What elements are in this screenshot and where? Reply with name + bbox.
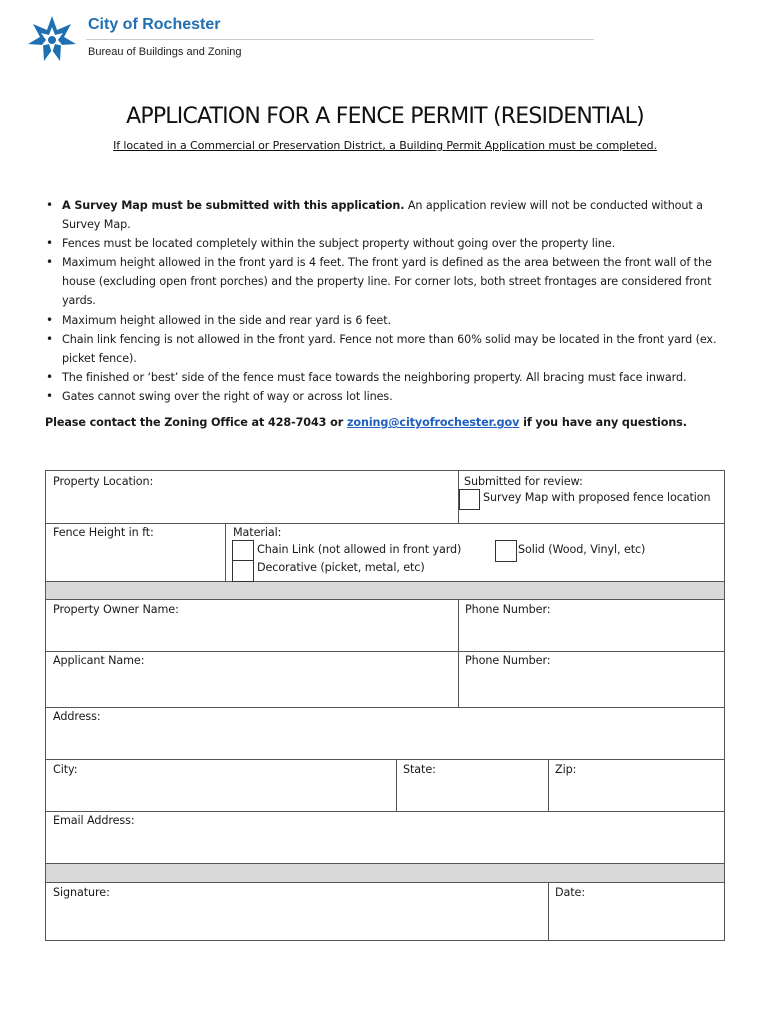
state-label: State:: [403, 763, 436, 776]
email-input[interactable]: [53, 830, 719, 858]
form-spacer-band: [45, 581, 725, 599]
survey-map-option-label: Survey Map with proposed fence location: [483, 491, 711, 504]
property-location-input[interactable]: [53, 488, 453, 518]
state-input[interactable]: [403, 778, 543, 806]
date-label: Date:: [555, 886, 586, 899]
chain-link-option-label: Chain Link (not allowed in front yard): [257, 543, 462, 556]
permit-form: [45, 470, 725, 941]
submitted-for-review-label: Submitted for review:: [464, 475, 583, 488]
address-input[interactable]: [53, 726, 719, 754]
org-name: City of Rochester: [88, 16, 221, 33]
email-label: Email Address:: [53, 814, 135, 827]
fence-height-label: Fence Height in ft:: [53, 526, 154, 539]
zoning-email-link[interactable]: zoning@cityofrochester.gov: [346, 416, 520, 429]
city-of-rochester-logo-icon: [26, 14, 78, 66]
zip-input[interactable]: [555, 778, 719, 806]
applicant-phone-label: Phone Number:: [465, 654, 551, 667]
property-location-label: Property Location:: [53, 475, 154, 488]
owner-name-input[interactable]: [53, 618, 453, 646]
contact-line: Please contact the Zoning Office at 428-7043 or zoning@cityofrochester.gov if you have any questions.: [45, 416, 687, 429]
page-title: APPLICATION FOR A FENCE PERMIT (RESIDENTIAL): [126, 104, 644, 129]
list-item: • Gates cannot swing over the right of way or across lot lines.: [44, 387, 734, 406]
list-item: • The finished or ‘best’ side of the fence must face towards the neighboring property. All bracing must face inward.: [44, 368, 734, 387]
owner-phone-input[interactable]: [465, 618, 719, 646]
header-divider: [86, 39, 594, 40]
fence-height-input[interactable]: [53, 542, 221, 576]
org-subtitle: Bureau of Buildings and Zoning: [88, 46, 242, 58]
decorative-checkbox[interactable]: [232, 560, 254, 582]
applicant-phone-input[interactable]: [465, 670, 719, 702]
solid-checkbox[interactable]: [495, 540, 517, 562]
material-label: Material:: [233, 526, 282, 539]
page-subtitle: If located in a Commercial or Preservation District, a Building Permit Application must be completed.: [113, 139, 657, 152]
date-input[interactable]: [555, 902, 719, 936]
requirements-list: [44, 196, 734, 406]
owner-phone-label: Phone Number:: [465, 603, 551, 616]
list-item: • Fences must be located completely within the subject property without going over the property line.: [44, 234, 734, 253]
chain-link-checkbox[interactable]: [232, 540, 254, 562]
form-spacer-band: [45, 863, 725, 882]
zip-label: Zip:: [555, 763, 577, 776]
signature-label: Signature:: [53, 886, 110, 899]
list-item: • Maximum height allowed in the front yard is 4 feet. The front yard is defined as the area between the front wall of the house (excluding open front porches) and the property line. For corner lots, both street frontages are considered front yards.: [44, 253, 734, 310]
list-item: • A Survey Map must be submitted with this application. An application review will not be conducted without a Survey Map.: [44, 196, 734, 234]
signature-input[interactable]: [53, 902, 543, 936]
solid-option-label: Solid (Wood, Vinyl, etc): [518, 543, 646, 556]
owner-name-label: Property Owner Name:: [53, 603, 179, 616]
city-input[interactable]: [53, 778, 391, 806]
decorative-option-label: Decorative (picket, metal, etc): [257, 561, 425, 574]
city-label: City:: [53, 763, 78, 776]
applicant-name-label: Applicant Name:: [53, 654, 145, 667]
applicant-name-input[interactable]: [53, 670, 453, 702]
list-item: • Maximum height allowed in the side and rear yard is 6 feet.: [44, 311, 734, 330]
list-item: • Chain link fencing is not allowed in the front yard. Fence not more than 60% solid may be located in the front yard (ex. picket fence).: [44, 330, 734, 368]
address-label: Address:: [53, 710, 101, 723]
survey-map-checkbox[interactable]: [459, 489, 480, 510]
